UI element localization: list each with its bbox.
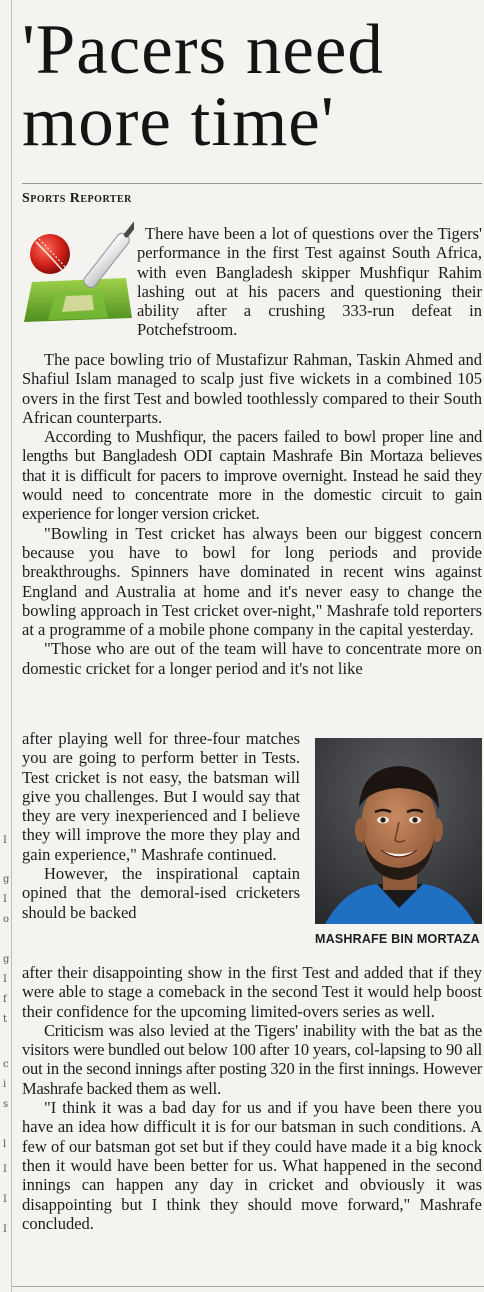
- gutter-fragment: I: [3, 835, 7, 846]
- gutter-fragment: g: [3, 874, 10, 885]
- article-paragraph: The pace bowling trio of Mustafizur Rahman, Taskin Ahmed and Shafiul Islam managed to scalp just five wickets in a combined 105 overs in the first Test and bowled toothlessly compared to their South African counterparts.: [22, 350, 482, 427]
- article-paragraph: after playing well for three-four matches you are going to perform better in Tests. Test cricket is not easy, the batsman will give you challenges. But I would say that they are very inexperienced and I believe they will improve the more they play and gain experience," Mashrafe continued.: [22, 729, 300, 864]
- gutter-fragment: i: [3, 1079, 7, 1090]
- player-photo: [315, 738, 482, 924]
- gutter-fragment: s: [3, 1099, 9, 1110]
- photo-caption: MASHRAFE BIN MORTAZA: [315, 932, 480, 946]
- article-paragraph: According to Mushfiqur, the pacers failed to bowl proper line and lengths but Bangladesh ODI captain Mashrafe Bin Mortaza believes that it is difficult for pacers to improve overnight. Instead he said they would need to concentrate more in the domestic circuit to gain experience for longer version cricket.: [22, 427, 482, 524]
- gutter-fragment: I: [3, 1224, 7, 1235]
- headline-divider: [22, 183, 482, 184]
- neighbouring-column-edge: [0, 0, 12, 1292]
- headline-line-2: more time': [22, 83, 335, 161]
- gutter-fragment: o: [3, 914, 10, 925]
- article-body-narrow: [22, 729, 300, 922]
- article-paragraph: "I think it was a bad day for us and if you have been there you have an idea how difficult it is for our batsman in such conditions. A few of our batsman got set but if they could have made it a big knock then it would have been better for us. What happened in the second innings can happen any day in cricket and obviously it was disappointing but I think they should move forward," Mashrafe concluded.: [22, 1098, 482, 1233]
- cricket-ball-and-bat-icon: [22, 222, 134, 324]
- gutter-fragment: f: [3, 994, 7, 1005]
- article-body-upper: [22, 350, 482, 678]
- article-paragraph: "Bowling in Test cricket has always been our biggest concern because you have to bowl for long periods and provide breakthroughs. Spinners have dominated in recent wins against England and Australia at home and it's never easy to change the bowling approach in Test cricket over-night," Mashrafe told reporters at a programme of a mobile phone company in the capital yesterday.: [22, 523, 482, 640]
- article-paragraph: "Those who are out of the team will have to concentrate more on domestic cricket for a longer period and it's not like: [22, 639, 482, 678]
- article-paragraph: Criticism was also levied at the Tigers' inability with the bat as the visitors were bundled out below 100 after 10 years, col-lapsing to 90 all out in the second innings after posting 320 in the first innings. However Mashrafe backed them as well.: [22, 1020, 482, 1098]
- article-paragraph: However, the inspirational captain opined that the demoral-ised cricketers should be backed: [22, 864, 300, 922]
- headline: [22, 11, 482, 161]
- article-body-lower: [22, 963, 482, 1233]
- gutter-fragment: I: [3, 894, 7, 905]
- headline-line-1: 'Pacers need: [22, 11, 384, 89]
- gutter-fragment: t: [3, 1014, 8, 1025]
- gutter-fragment: l: [3, 1139, 7, 1150]
- byline: Sports Reporter: [22, 191, 132, 206]
- gutter-fragment: c: [3, 1059, 9, 1070]
- gutter-fragment: g: [3, 954, 10, 965]
- article-paragraph: There have been a lot of questions over the Tigers' performance in the first Test against South Africa, with even Bangladesh skipper Mushfiqur Rahim lashing out at his pacers and questioning their ability after a crushing 333-run defeat in Potchefstroom.: [137, 224, 482, 340]
- gutter-fragment: I: [3, 974, 7, 985]
- gutter-fragment: I: [3, 1164, 7, 1175]
- article-paragraph: after their disappointing show in the first Test and added that if they were able to stage a comeback in the second Test it would help boost their confidence for the upcoming limited-overs series as well.: [22, 963, 482, 1021]
- page-bottom-rule: [12, 1286, 484, 1287]
- gutter-fragment: I: [3, 1194, 7, 1205]
